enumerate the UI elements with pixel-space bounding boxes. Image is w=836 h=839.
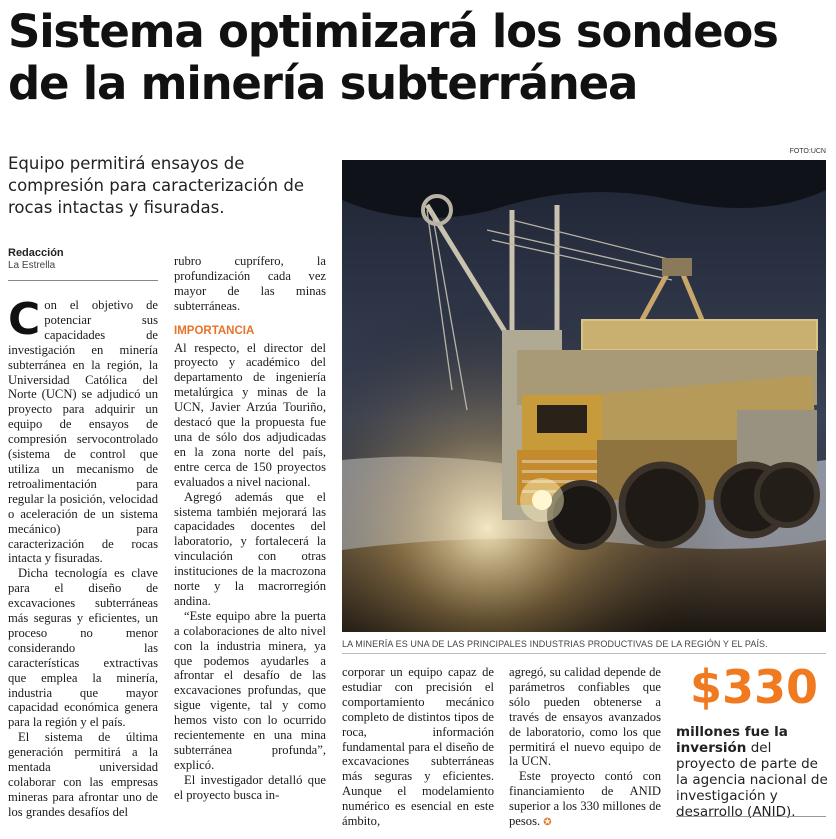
stat-divider: [676, 816, 826, 817]
byline: [8, 247, 158, 271]
article-column-1: [8, 294, 158, 820]
body-paragraph: Dicha tecnología es clave para el diseño de excavaciones subterráneas más seguras y eficientes, un proceso no menor considerando las características extractivas que emplea la minería, industria que mayor capacidad económica genera para la región y el país.: [8, 566, 158, 730]
stat-description-rest: del proyecto de parte de la agencia nacional de investigación y desarrollo (ANID).: [676, 740, 828, 820]
section-heading: IMPORTANCIA: [174, 324, 255, 337]
body-paragraph: agregó, su calidad depende de parámetros confiables que sólo pueden obtenerse a través de ensayos avanzados de laboratorio, como los que permitirá el nuevo equipo de la UCN.: [509, 665, 661, 769]
byline-divider: [8, 280, 158, 281]
body-paragraph: Al respecto, el director del proyecto y académico del departamento de ingeniería metalúrgica y minas de la UCN, Javier Arzúa Touriño, destacó que la propuesta fue una de sólo dos adjudicadas en la zona norte del país, entre cerca de 150 proyectos evaluados a nivel nacional.: [174, 340, 326, 489]
photo-credit: FOTO:UCN: [789, 148, 826, 155]
lead-paragraph: [8, 294, 158, 566]
body-paragraph: El sistema de última generación permitirá a la mentada universidad colaborar con las empresas mineras para afrontar uno de los grandes desafíos del: [8, 730, 158, 819]
mining-truck-photo: [342, 160, 826, 632]
caption-divider: [342, 653, 826, 654]
body-paragraph: corporar un equipo capaz de estudiar con precisión el comportamiento mecánico completo de distintos tipos de roca, información fundamental para el diseño de excavaciones subterráneas más seguras y eficientes. Aunque el modelamiento numérico es esencial en este ámbito,: [342, 665, 494, 829]
photo-caption: LA MINERÍA ES UNA DE LAS PRINCIPALES INDUSTRIAS PRODUCTIVAS DE LA REGIÓN Y EL PAÍS.: [342, 639, 768, 649]
closing-paragraph: [509, 769, 661, 831]
closing-paragraph-text: Este proyecto contó con financiamiento de ANID superior a los 330 millones de pesos.: [509, 769, 661, 829]
drop-cap: C: [8, 294, 41, 345]
stat-description-bold: millones fue la inversión: [676, 724, 788, 756]
article-column-2: [174, 254, 326, 803]
headline: [8, 6, 832, 110]
subheadline: Equipo permitirá ensayos de compresión para caracterización de rocas intactas y fisuradas.: [8, 154, 304, 217]
byline-name: Redacción: [8, 247, 64, 259]
headline-line-2: de la minería subterránea: [8, 57, 638, 110]
article-column-3: [342, 665, 494, 829]
body-paragraph: rubro cuprífero, la profundización cada vez mayor de las minas subterráneas.: [174, 254, 326, 313]
article-column-4: [509, 665, 661, 831]
body-paragraph: “Este equipo abre la puerta a colaboraciones de alto nivel con la industria minera, ya que podemos ayudarles a afrontar el desafío de las excavaciones profundas, que sigue vigente, tal y como hemos visto con lo ocurrido recientemente en una mina subterránea profunda”, explicó.: [174, 608, 326, 772]
headline-line-1: Sistema optimizará los sondeos: [8, 5, 778, 58]
body-paragraph: El investigador detalló que el proyecto busca in-: [174, 772, 326, 802]
lead-paragraph-text: on el objetivo de potenciar sus capacidades de investigación en minería subterránea en la región, la Universidad Católica del Norte (UCN) se adjudicó un proyecto para adquirir un equipo de ensayos de compresión servocontrolado (sistema de control que utiliza un mecanismo de retroalimentación para regular la posición, velocidad o aceleración de un sistema mecánico) para caracterización de rocas intacta y fisuradas.: [8, 298, 158, 566]
body-paragraph: Agregó además que el sistema también mejorará las capacidades docentes del laboratorio, y fortalecerá la vinculación con otras instituciones de la macrozona norte y la macrorregión andina.: [174, 489, 326, 608]
stat-callout: [676, 660, 832, 820]
stat-number: $330: [689, 660, 819, 714]
byline-organization: La Estrella: [8, 260, 56, 271]
end-mark-icon: ✪: [543, 817, 552, 829]
stat-description: [676, 724, 832, 820]
